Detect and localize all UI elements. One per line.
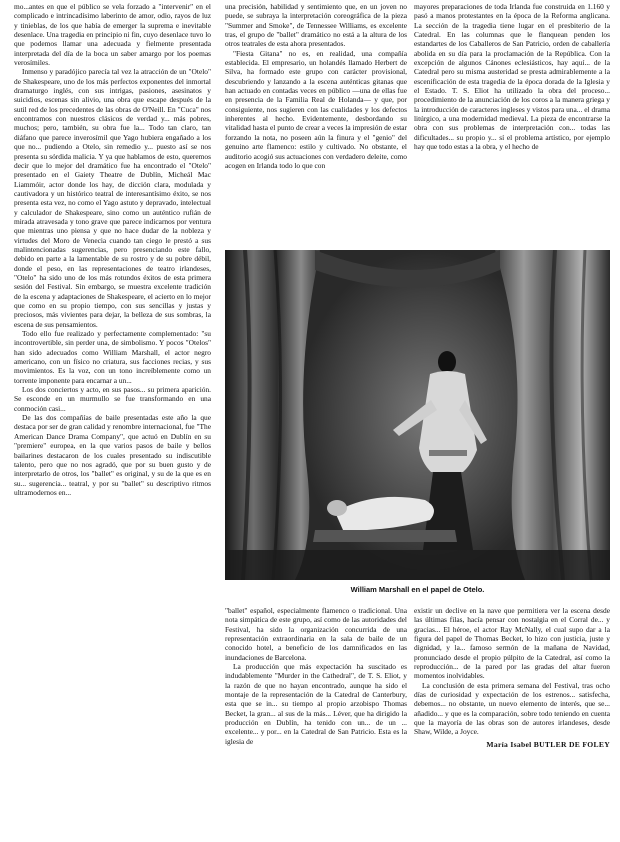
paragraph: Todo ello fue realizado y perfectamente complementado: "su incontrovertible, sin perder una, de simbolismo. Y pocos "Otelos" han sido adecuados como William Marshall, el actor negro americano, con un físico no criatura, sus facciones recias, y sus movimientos. Es la voz, con un tono increíblemente como un torrente imponente para encarnar a un...	[14, 329, 211, 385]
author-name: María Isabel BUTLER DE FOLEY	[486, 739, 610, 749]
paragraph: mayores preparaciones de toda Irlanda fue construida en 1.160 y pasó a manos protestantes en la época de la Reforma anglicana. La sección de la tragedia tiene lugar en el presbiterio de la Catedral. En las columnas que le flanquean penden los estandartes de los Caballeros de San Patricio, orden de caballería abolida en su día para la proclamación de la República. Con la excepción de algunos Cánones eclesiásticos, hay aquí... de la Catedral pero su misma austeridad se presta admirablemente a la escenificación de esta tragedia de la época dorada de la Iglesia y el Estado. T. S. Eliot ha utilizado la obra del proceso... procedimiento de la anunciación de los coros a la manera griega y la introducción de caracteres ingleses y vistos para una... el drama litúrgico, a una modernidad medieval. La pieza de encontrarse la obra con sus problemas de interpretación con... todas las dificultades... su propio y... sí el problema artístico, por ejemplo hay que todo estas a la obra, y el hecho de	[414, 2, 610, 152]
othello-photo	[225, 250, 610, 580]
paragraph: Inmenso y paradójico parecía tal vez la atracción de un "Otelo" de Shakespeare, uno de los más perfectos exponentes del inmortal dramaturgo inglés, con sus intrigas, pasiones, asesinatos y suicidios, escenas sin alivio, una obra que escape después de la sutil red de los precedentes de las obras de O'Neill. En "Cuca" nos encontramos con nuestros clásicos de verdad y... más pobres, muchos; pero, también, su obra fue la... Todo tan claro, tan diáfano que parece inverosímil que Yago hubiera engañado a los que no... pudiendo a Otelo, sin remedio y... puesto así se nos presenta su sórdida malicia. Y ya que hablamos de esto, queremos decir que lo mejor del dramático fue ha encontrado el "Otelo" presentado en el Gaiety Theatre de Dublín, Micheál Mac Liammóir, actor donde los hay, de dicción clara, modulada y cautivadora y un histórico teatral de interesantísimo éxito, se nos presenta esta vez, no como el Yago astuto y depravado, intelectual y calculador de Shakespeare, sino como un auténtico rufián de mirada atravesada y tono grave que parece indicarnos por ventura que mientras uno piensa y que no hace dudar de la nobleza y virtudes del Moro de Venecia cuando tan ciego le prestó a sus malintencionadas sugerencias, pero presenciando este fallo, debido en parte a la lamentable de su rostro y de su pobre débil, donde el peso, en las representaciones de teatro irlandeses, "Otelo" ha sido uno de los más rotundos éxitos de esta primera sesión del Festival. Sin embargo, se muestra excelente tradición de la escena y adaptaciones de Shakespeare, el acierto en lo mejor que como en su propio tiempo, con sus sencillas y justas y preciosos, más vivientes para dejar, la belleza de sus sombras, la escena de sus pensamientos.	[14, 67, 211, 329]
article-column-2	[225, 2, 407, 246]
paragraph: existir un declive en la nave que permitiera ver la escena desde las últimas filas, hacía pensar con nostalgia en el Corral de... y gracias... El héroe, el actor Ray McNally, el cual supo dar a la figura del papel de Thomas Becket, lo hizo con justicia, juste y dignidad, y la... famoso sermón de la mañana de Navidad, pronunciado desde el propio púlpito de la Catedral, así como la reproducción... de la pared por las gradas del altar fueron momentos inolvidables.	[414, 606, 610, 681]
article-column-4	[225, 606, 407, 840]
paragraph: una precisión, habilidad y sentimiento que, en un joven no puede, se subraya la interpretación coreográfica de la pieza "Summer and Smoke", de Tennessee Williams, es excelente tras, el grupo de "ballet" dramático no está a la altura de los otros teatrales de esta ahora presentados.	[225, 2, 407, 49]
paragraph: mo...antes en que el público se vela forzado a "intervenir" en el complicado e intrincadísimo laberinto de amor, odio, rayos de luz y tinieblas, de los que había de emerger la suprema e inevitable desenlace. Una tragedia en principio ni fin, cuyo desenlace tuvo lo que podemos llamar una adecuada y fielmente presentada interpretada del día de la boca un saber amargo por los poemas verosímiles.	[14, 2, 211, 68]
paragraph: De las dos compañías de baile presentadas este año la que destaca por ser de gran calidad y renombre internacional, fue "The American Dance Drama Company", que actuó en Dublín en su "premiere" europea, en la que varios pasos de baile y bellos bailarines destacaron de los cuales presentado su indiscutible talento, pero que no nos agradó, que por su buen gusto y de interpretarlo de otros, los "ballet" es original, y su de la que es en su... sugerencia... teatral, y por su "ballet" su descriptivo ritmos ultramodernos en...	[14, 413, 211, 497]
stage-photo-illustration	[225, 250, 610, 580]
article-column-3	[414, 2, 610, 246]
photo-caption: William Marshall en el papel de Otelo.	[350, 585, 485, 594]
paragraph: "ballet" español, especialmente flamenco o tradicional. Una nota simpática de este grupo, así como de las autoridades del Festival, ha sido la organización concurrida de una representación extraordinaria en la sala de baile de un conocido hotel, a beneficio de los damnificados en las inundaciones de Barcelona.	[225, 606, 407, 662]
paragraph: La conclusión de esta primera semana del Festival, tras ocho días de curiosidad y expectación de los estrenos... satisfecha, debemos... no obstante, un nuevo elemento de interés, que se... añadido... y que es la comparación, sobre todo teniendo en cuenta que la mayoría de las obras son de autores irlandeses, desde Shaw, Wilde, a Joyce.	[414, 680, 610, 737]
paragraph: "Fiesta Gitana" no es, en realidad, una compañía establecida. El empresario, un holandés llamado Herbert de Silva, ha formado este grupo con carácter provisional, descubriendo y lanzando a la escena auténticas gitanas que han actuado en contadas veces en público —una de ellas fue en presencia de la Familia Real de Holanda— y que, por consiguiente, nos sugieren con las cualidades y los defectos inherentes al hecho. Evidentemente, desbordando su vitalidad hasta el punto de crear a veces la impresión de estar forzando la nota, no poseen aún la finura y el "genio" del genuino arte flamenco: estilo y cultivado. No obstante, el auditorio acogió sus actuaciones con verdadero deleite, como acogen en Irlanda todo lo que con	[225, 48, 407, 170]
paragraph: La producción que más expectación ha suscitado es indudablemente "Murder in the Cathedral", de T. S. Eliot, y la razón de que no hayan encontrado, aunque ha sido el montaje de la representación de la Catedral de Canterbury, esta que se in... su tiempo al propio arzobispo Thomas Becket, la gran... al sus de la más... Léver, que ha dirigido la producción en Dublín, ha tenido con un... de un ... excelente... y por... en la Catedral de San Patricio. Esta es la iglesia de	[225, 662, 407, 746]
author-signature	[414, 740, 610, 749]
article-column-5	[414, 606, 610, 840]
paragraph: Los dos conciertos y acto, en sus pasos... su primera aparición. Se esconde en un murmullo se fue transformando en una conmoción casi...	[14, 385, 211, 413]
article-column-1	[14, 2, 211, 840]
